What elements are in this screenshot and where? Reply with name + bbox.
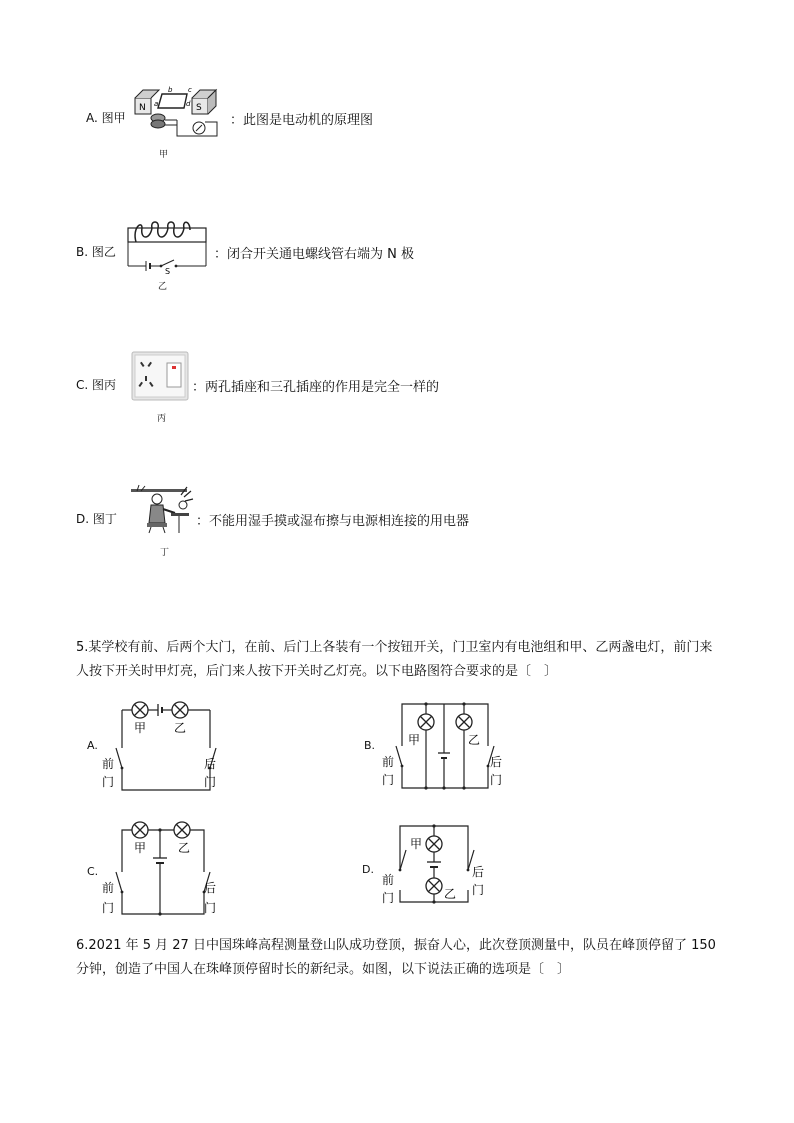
question-6-text: 6.2021 年 5 月 27 日中国珠峰高程测量登山队成功登顶，振奋人心，此次登顶测量中，队员在峰顶停留了 150 分钟，创造了中国人在珠峰顶停留时长的新纪录。如图，以下说法正确的选项是〔 〕 xyxy=(76,938,716,977)
circuit-a-label: A. xyxy=(87,739,98,752)
circuit-c-label: C. xyxy=(87,865,99,878)
option-c-text: ：两孔插座和三孔插座的作用是完全一样的 xyxy=(192,380,440,395)
back-door-text-1: 后 xyxy=(204,881,217,895)
front-door-text-1: 前 xyxy=(102,881,115,895)
back-door-text-2: 门 xyxy=(204,775,217,789)
lamp-jia-text: 甲 xyxy=(408,733,421,747)
circuit-a xyxy=(100,698,224,794)
circuit-d-label: D. xyxy=(362,863,374,876)
option-a-text: ：此图是电动机的原理图 xyxy=(230,113,374,128)
front-door-text-1: 前 xyxy=(382,755,395,769)
coil-c-text: c xyxy=(188,86,192,94)
lamp-jia-text: 甲 xyxy=(410,837,423,851)
magnet-n-text: N xyxy=(139,103,146,113)
lamp-yi-text: 乙 xyxy=(444,887,457,901)
figure-ding-caption: 丁 xyxy=(160,548,170,558)
coil-d-text: d xyxy=(186,100,191,108)
back-door-text-2: 门 xyxy=(204,901,217,915)
switch-s-text: S xyxy=(165,267,171,276)
magnet-s-text: S xyxy=(196,103,202,113)
circuit-b-label: B. xyxy=(364,739,376,752)
circuit-c xyxy=(100,818,224,918)
figure-bing-caption: 丙 xyxy=(157,414,167,424)
option-c-label: C. 图丙 xyxy=(76,378,117,392)
figure-bing-socket xyxy=(131,351,189,401)
lamp-yi-text: 乙 xyxy=(178,841,191,855)
figure-jia-caption: 甲 xyxy=(159,150,169,160)
back-door-text-1: 后 xyxy=(490,755,503,769)
back-door-text-2: 门 xyxy=(490,773,503,787)
lamp-yi-text: 乙 xyxy=(174,721,187,735)
front-door-text-2: 门 xyxy=(102,901,115,915)
back-door-text-1: 后 xyxy=(472,865,485,879)
front-door-text-1: 前 xyxy=(382,873,395,887)
circuit-b xyxy=(380,698,510,794)
option-d-text: ：不能用湿手摸或湿布擦与电源相连接的用电器 xyxy=(196,514,470,529)
back-door-text-2: 门 xyxy=(472,883,485,897)
figure-yi-caption: 乙 xyxy=(158,282,168,292)
coil-a-text: a xyxy=(154,100,159,108)
figure-jia-motor xyxy=(132,78,224,158)
front-door-text-1: 前 xyxy=(102,757,115,771)
front-door-text-2: 门 xyxy=(102,775,115,789)
coil-b-text: b xyxy=(168,86,173,94)
figure-ding-wet-hands xyxy=(129,483,197,535)
lamp-jia-text: 甲 xyxy=(134,721,147,735)
option-b-label: B. 图乙 xyxy=(76,245,116,259)
option-b-text: ：闭合开关通电螺线管右端为 N 极 xyxy=(214,247,415,262)
back-door-text-1: 后 xyxy=(204,757,217,771)
lamp-yi-text: 乙 xyxy=(468,733,481,747)
front-door-text-2: 门 xyxy=(382,773,395,787)
figure-yi-solenoid xyxy=(124,218,210,282)
option-a-label: A. 图甲 xyxy=(86,111,126,125)
lamp-jia-text: 甲 xyxy=(134,841,147,855)
option-d-label: D. 图丁 xyxy=(76,512,117,526)
circuit-d xyxy=(380,818,504,910)
question-5-text: 5.某学校有前、后两个大门，在前、后门上各装有一个按钮开关，门卫室内有电池组和甲、乙两盏电灯，前门来人按下开关时甲灯亮，后门来人按下开关时乙灯亮。以下电路图符合要求的是〔 〕 xyxy=(76,640,713,679)
front-door-text-2: 门 xyxy=(382,891,395,905)
